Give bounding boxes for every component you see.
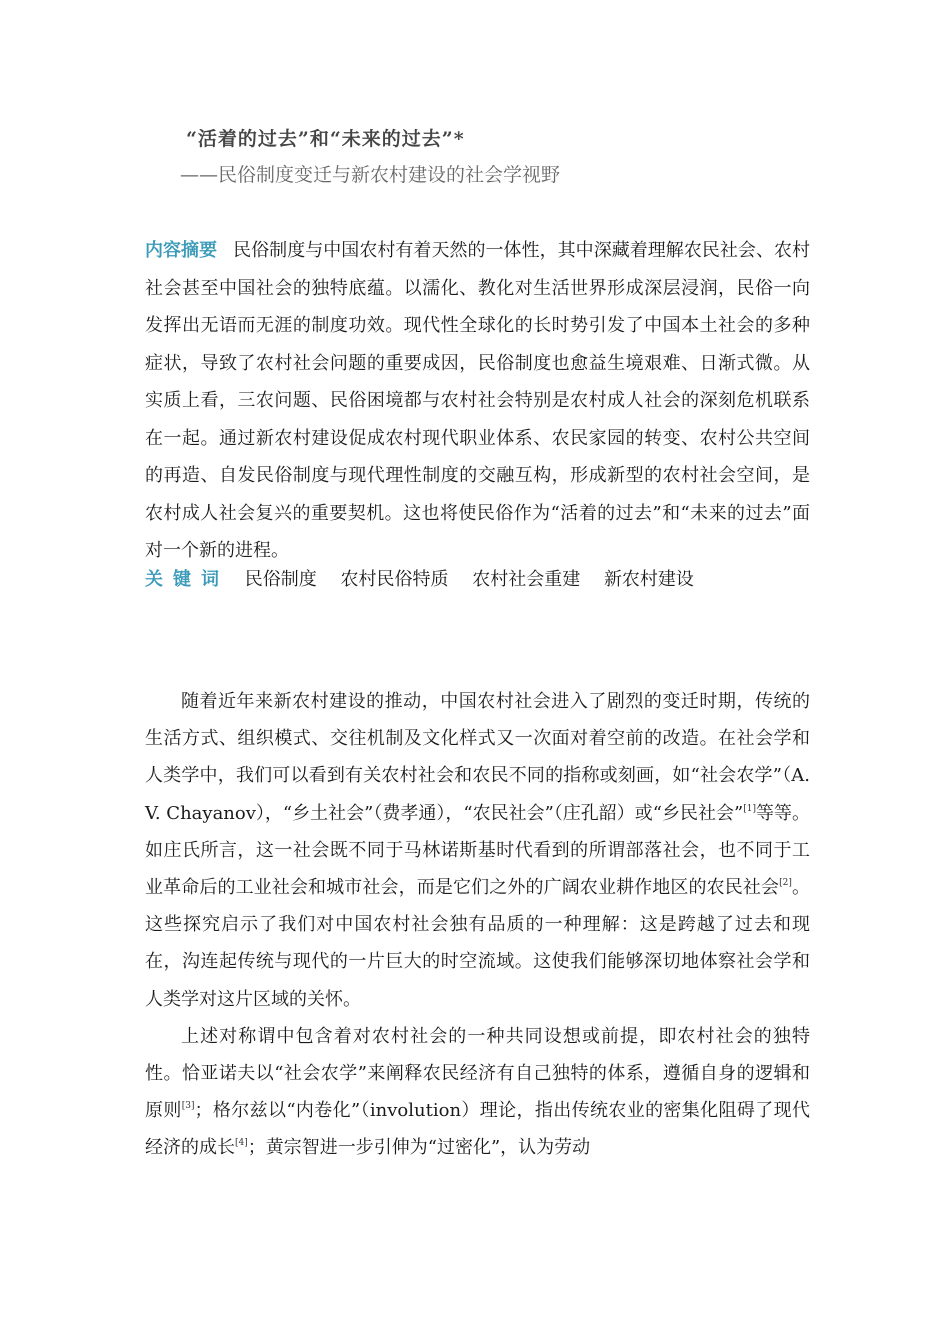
paragraph-text: ；黄宗智进一步引伸为“过密化”，认为劳动 xyxy=(247,1137,591,1159)
footnote-ref[interactable]: [1] xyxy=(743,803,756,814)
paragraph-text: ；格尔兹以“内卷化”（involution）理论，指出传统农业的密集化阻碍了现代经济的成长 xyxy=(145,1100,810,1159)
abstract-label: 内容摘要 xyxy=(145,240,218,261)
body-text xyxy=(145,683,810,1167)
paragraph-text: 。这些探究启示了我们对中国农村社会独有品质的一种理解：这是跨越了过去和现在，沟连起传统与现代的一片巨大的时空流域。这使我们能够深切地体察社会学和人类学对这片区域的关怀。 xyxy=(145,877,811,1010)
paragraph-text: 等等。如庄氏所言，这一社会既不同于马林诺斯基时代看到的所谓部落社会，也不同于工业革命后的工业社会和城市社会，而是它们之外的广阔农业耕作地区的农民社会 xyxy=(145,802,810,899)
keyword-item: 新农村建设 xyxy=(603,569,694,590)
keyword-item: 农村社会重建 xyxy=(472,569,581,590)
footnote-ref[interactable]: [3] xyxy=(181,1101,195,1112)
footnote-ref[interactable]: [4] xyxy=(235,1138,248,1149)
paragraph-text: 随着近年来新农村建设的推动，中国农村社会进入了剧烈的变迁时期，传统的生活方式、组织模式、交往机制及文化样式又一次面对着空前的改造。在社会学和人类学中，我们可以看到有关农村社会和农民不同的指称或刻画，如“社会农学”（A. V. Chayanov），“乡土社会”（费孝通），“农民社会”（庄孔韶）或“乡民社会” xyxy=(145,691,810,824)
keyword-item: 民俗制度 xyxy=(244,569,317,590)
abstract xyxy=(145,232,810,570)
keywords-label: 关键词 xyxy=(145,569,229,590)
keyword-item: 农村民俗特质 xyxy=(340,569,449,590)
paragraph-text: 上述对称谓中包含着对农村社会的一种共同设想或前提，即农村社会的独特性。恰亚诺夫以“社会农学”来阐释农民经济有自己独特的体系，遵循自身的逻辑和原则 xyxy=(145,1025,810,1122)
footnote-ref[interactable]: [2] xyxy=(779,878,792,889)
body-paragraph xyxy=(145,1018,810,1167)
body-paragraph xyxy=(145,683,810,1018)
article-subtitle: ——民俗制度变迁与新农村建设的社会学视野 xyxy=(180,164,561,186)
keywords xyxy=(145,566,712,594)
abstract-text: 民俗制度与中国农村有着天然的一体性，其中深藏着理解农民社会、农村社会甚至中国社会的独特底蕴。以濡化、教化对生活世界形成深层浸润，民俗一向发挥出无语而无涯的制度功效。现代性全球化的长时势引发了中国本土社会的多种症状，导致了农村社会问题的重要成因，民俗制度也愈益生境艰难、日渐式微。从实质上看，三农问题、民俗困境都与农村社会特别是农村成人社会的深刻危机联系在一起。通过新农村建设促成农村现代职业体系、农民家园的转变、农村公共空间的再造、自发民俗制度与现代理性制度的交融互构，形成新型的农村社会空间，是农村成人社会复兴的重要契机。这也将使民俗作为“活着的过去”和“未来的过去”面对一个新的进程。 xyxy=(145,240,811,561)
article-title: “活着的过去”和“未来的过去”* xyxy=(186,128,465,150)
